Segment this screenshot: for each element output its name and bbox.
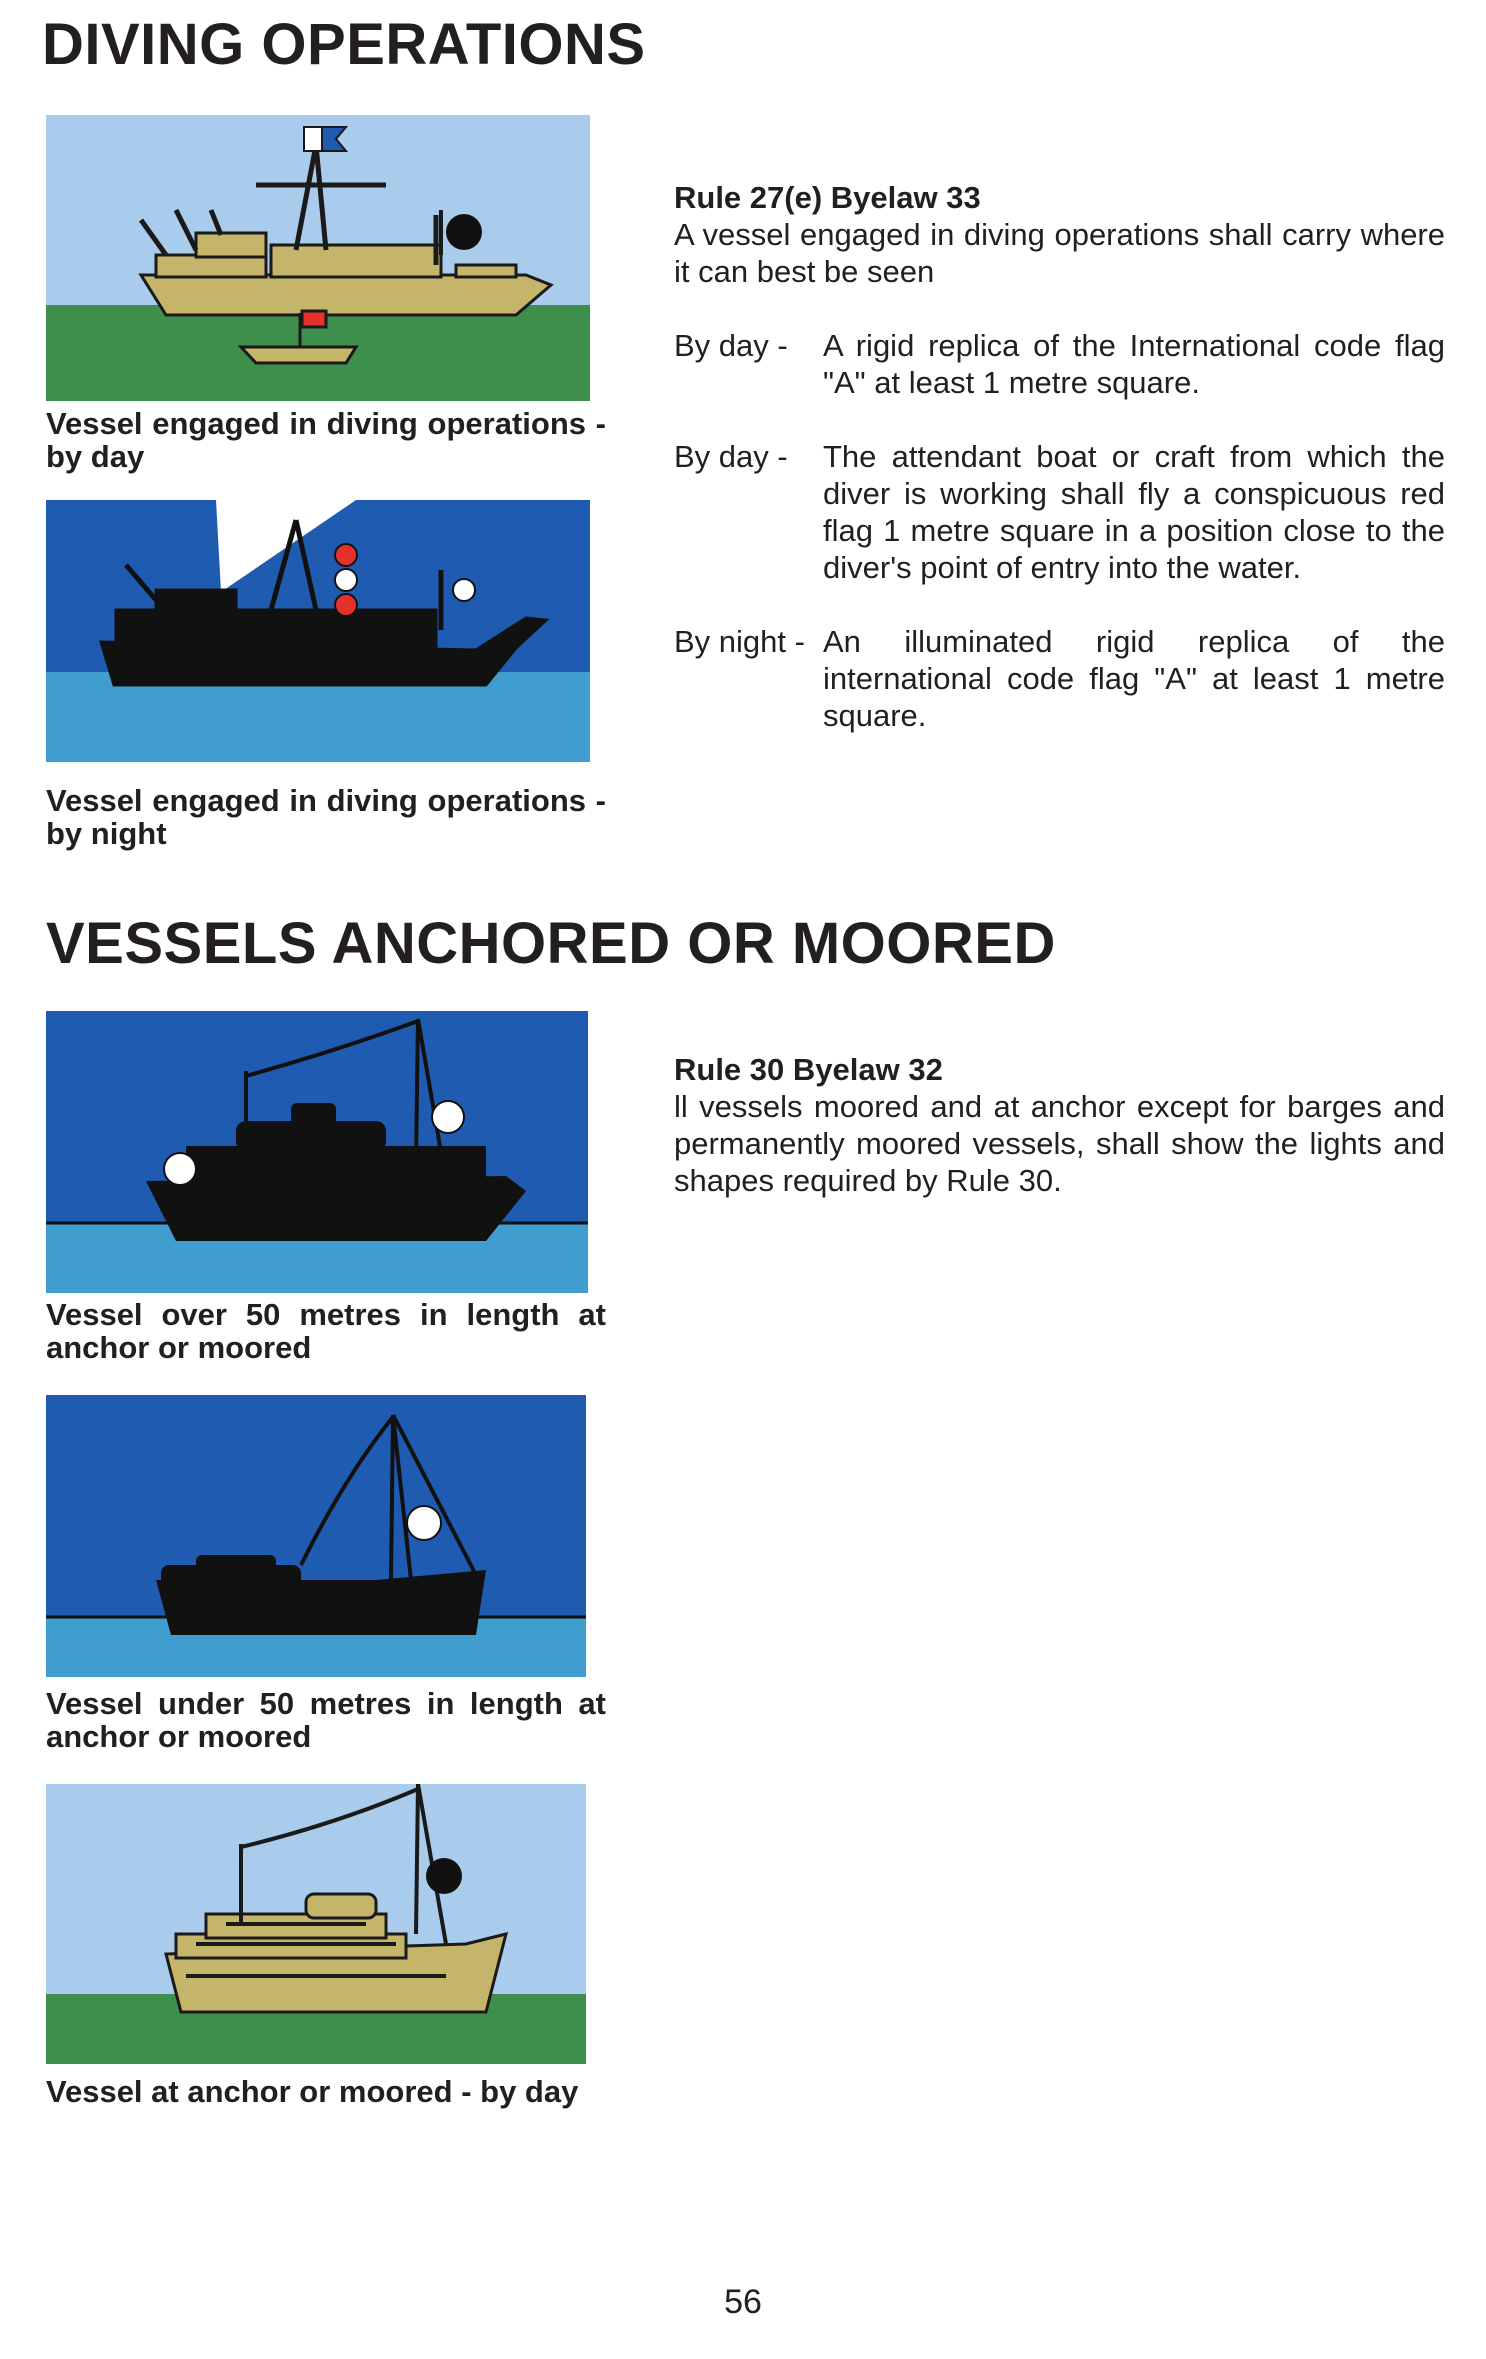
black-ball-icon xyxy=(426,1858,462,1894)
rule-30-text: ll vessels moored and at anchor except for barges and permanently moored vessels, shall show the lights and shapes required by Rule 30. xyxy=(674,1089,1445,1198)
rule-27-item xyxy=(674,623,1445,734)
rule-27-intro: A vessel engaged in diving operations shall carry where it can best be seen xyxy=(674,217,1445,289)
rule-27-item xyxy=(674,327,1445,401)
caption-anchored-day: Vessel at anchor or moored - by day xyxy=(46,2074,579,2109)
item-text: A rigid replica of the International code flag "A" at least 1 metre square. xyxy=(823,328,1445,400)
caption-diving-day: Vessel engaged in diving operations - by day xyxy=(46,406,606,474)
caption-under-50m: Vessel under 50 metres in length at anchor or moored xyxy=(46,1686,606,1754)
red-light-icon xyxy=(335,544,357,566)
section-title-diving: DIVING OPERATIONS xyxy=(42,12,646,77)
item-label: By day - xyxy=(674,328,788,363)
anchored-day-illustration xyxy=(46,1784,586,2064)
diving-day-illustration xyxy=(46,115,590,401)
rule-27-item xyxy=(674,438,1445,586)
section-title-anchored: VESSELS ANCHORED OR MOORED xyxy=(46,911,1056,976)
item-label: By night - xyxy=(674,624,805,659)
anchored-under-50m-illustration xyxy=(46,1395,586,1677)
red-light-icon xyxy=(335,594,357,616)
rule-27-block xyxy=(674,179,1445,734)
caption-over-50m: Vessel over 50 metres in length at anchor or moored xyxy=(46,1297,606,1365)
rule-30-heading: Rule 30 Byelaw 32 xyxy=(674,1052,943,1087)
white-light-icon xyxy=(453,579,475,601)
page-number: 56 xyxy=(724,2283,762,2321)
white-light-icon xyxy=(335,569,357,591)
item-label: By day - xyxy=(674,439,788,474)
item-text: The attendant boat or craft from which the diver is working shall fly a conspicuous red flag 1 metre square in a position close to the diver's point of entry into the water. xyxy=(823,439,1445,585)
item-text: An illuminated rigid replica of the international code flag "A" at least 1 metre square. xyxy=(823,624,1445,733)
diving-night-illustration xyxy=(46,500,590,762)
anchored-over-50m-illustration xyxy=(46,1011,588,1293)
caption-diving-night: Vessel engaged in diving operations - by night xyxy=(46,783,606,851)
rule-27-heading: Rule 27(e) Byelaw 33 xyxy=(674,180,981,215)
white-light-icon xyxy=(407,1506,441,1540)
white-light-icon xyxy=(164,1153,196,1185)
white-light-icon xyxy=(432,1101,464,1133)
rule-30-block xyxy=(674,1051,1445,1199)
black-ball-icon xyxy=(446,214,482,250)
